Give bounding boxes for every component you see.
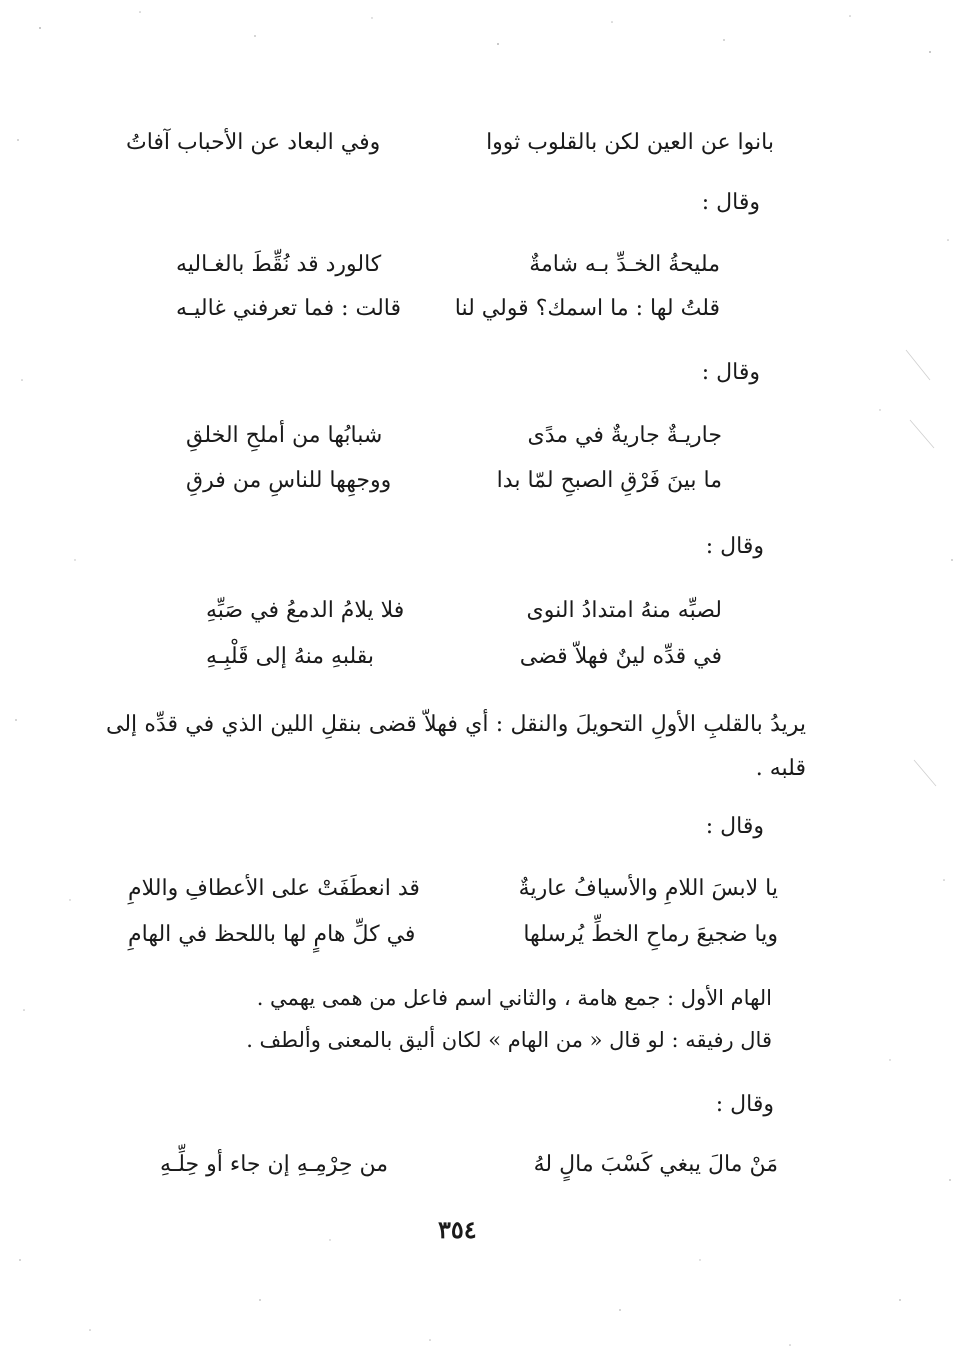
section-2-verse-1-right: جاريـةٌ جاريةٌ في مدًى (527, 423, 722, 448)
opening-verse-right-hemistich: بانوا عن العين لكن بالقلوب ثووا (486, 130, 774, 155)
page-number: ٣٥٤ (438, 1215, 477, 1244)
section-4-verse-1-left: قد انعطَفَتْ على الأعطافِ واللامِ (128, 876, 420, 901)
section-1-verse-1-left: كالورد قد نُقِّطَ بالغـاليه (176, 252, 382, 277)
section-4-note-2: قال رفيقه : لو قال « من الهام » لكان أليق بالمعنى وألطف . (246, 1028, 772, 1052)
section-2-verse-1-left: شبابُها من أملحِ الخلقِ (186, 423, 383, 448)
section-5-verse-1-left: من حِرْمِـهِ إن جاء أو حِلِّـهِ (160, 1152, 389, 1177)
section-3-verse-1-right: لصبِّه منهُ امتدادُ النوى (526, 598, 722, 623)
section-4-note-1: الهام الأول : جمع هامة ، والثاني اسم فاعل من همى يهمي . (256, 986, 772, 1010)
section-1-verse-2-left: قالت : فما تعرفني غاليـه (176, 296, 402, 321)
opening-verse-left-hemistich: وفي البعاد عن الأحباب آفاتُ (126, 130, 381, 155)
section-4-intro: وقال : (705, 814, 764, 839)
section-4-verse-2-left: في كلِّ هامٍ لها باللحظ في الهامِ (128, 922, 416, 947)
section-3-verse-1-left: فلا يلامُ الدمعُ في صَبِّهِ (206, 598, 405, 623)
section-1-intro: وقال : (701, 190, 760, 215)
section-3-intro: وقال : (705, 534, 764, 559)
section-2-verse-2-right: ما بينَ فَرْقِ الصبحِ لمّا بدا (496, 468, 722, 493)
section-1-verse-2-right: قلتُ لها : ما اسمك؟ قولي لنا (454, 296, 720, 321)
section-1-verse-1-right: مليحةُ الخـدِّ بـه شامةٌ (529, 252, 720, 277)
section-3-commentary: يريدُ بالقلبِ الأولِ التحويلَ والنقل : أي فهلاّ قضى بنقلِ اللين الذي في قدِّه إلى قلبه . (106, 712, 806, 781)
section-5-verse-1-right: مَنْ مالَ يبغي كَسْبَ مالٍ لهُ (533, 1152, 778, 1177)
section-3-verse-2-left: بقلبهِ منهُ إلى قَلْبِـهِ (206, 644, 374, 669)
section-4-verse-2-right: ويا ضجيعَ رماحِ الخطِّ يُرسلها (523, 922, 778, 947)
section-2-intro: وقال : (701, 360, 760, 385)
section-4-verse-1-right: يا لابسَ اللامِ والأسيافُ عاريةٌ (518, 876, 778, 901)
section-2-verse-2-left: ووجهِها للناسِ من فرقِ (186, 468, 392, 493)
section-5-intro: وقال : (715, 1092, 774, 1117)
section-3-verse-2-right: في قدِّه لينٌ فهلاّ قضى (519, 644, 722, 669)
